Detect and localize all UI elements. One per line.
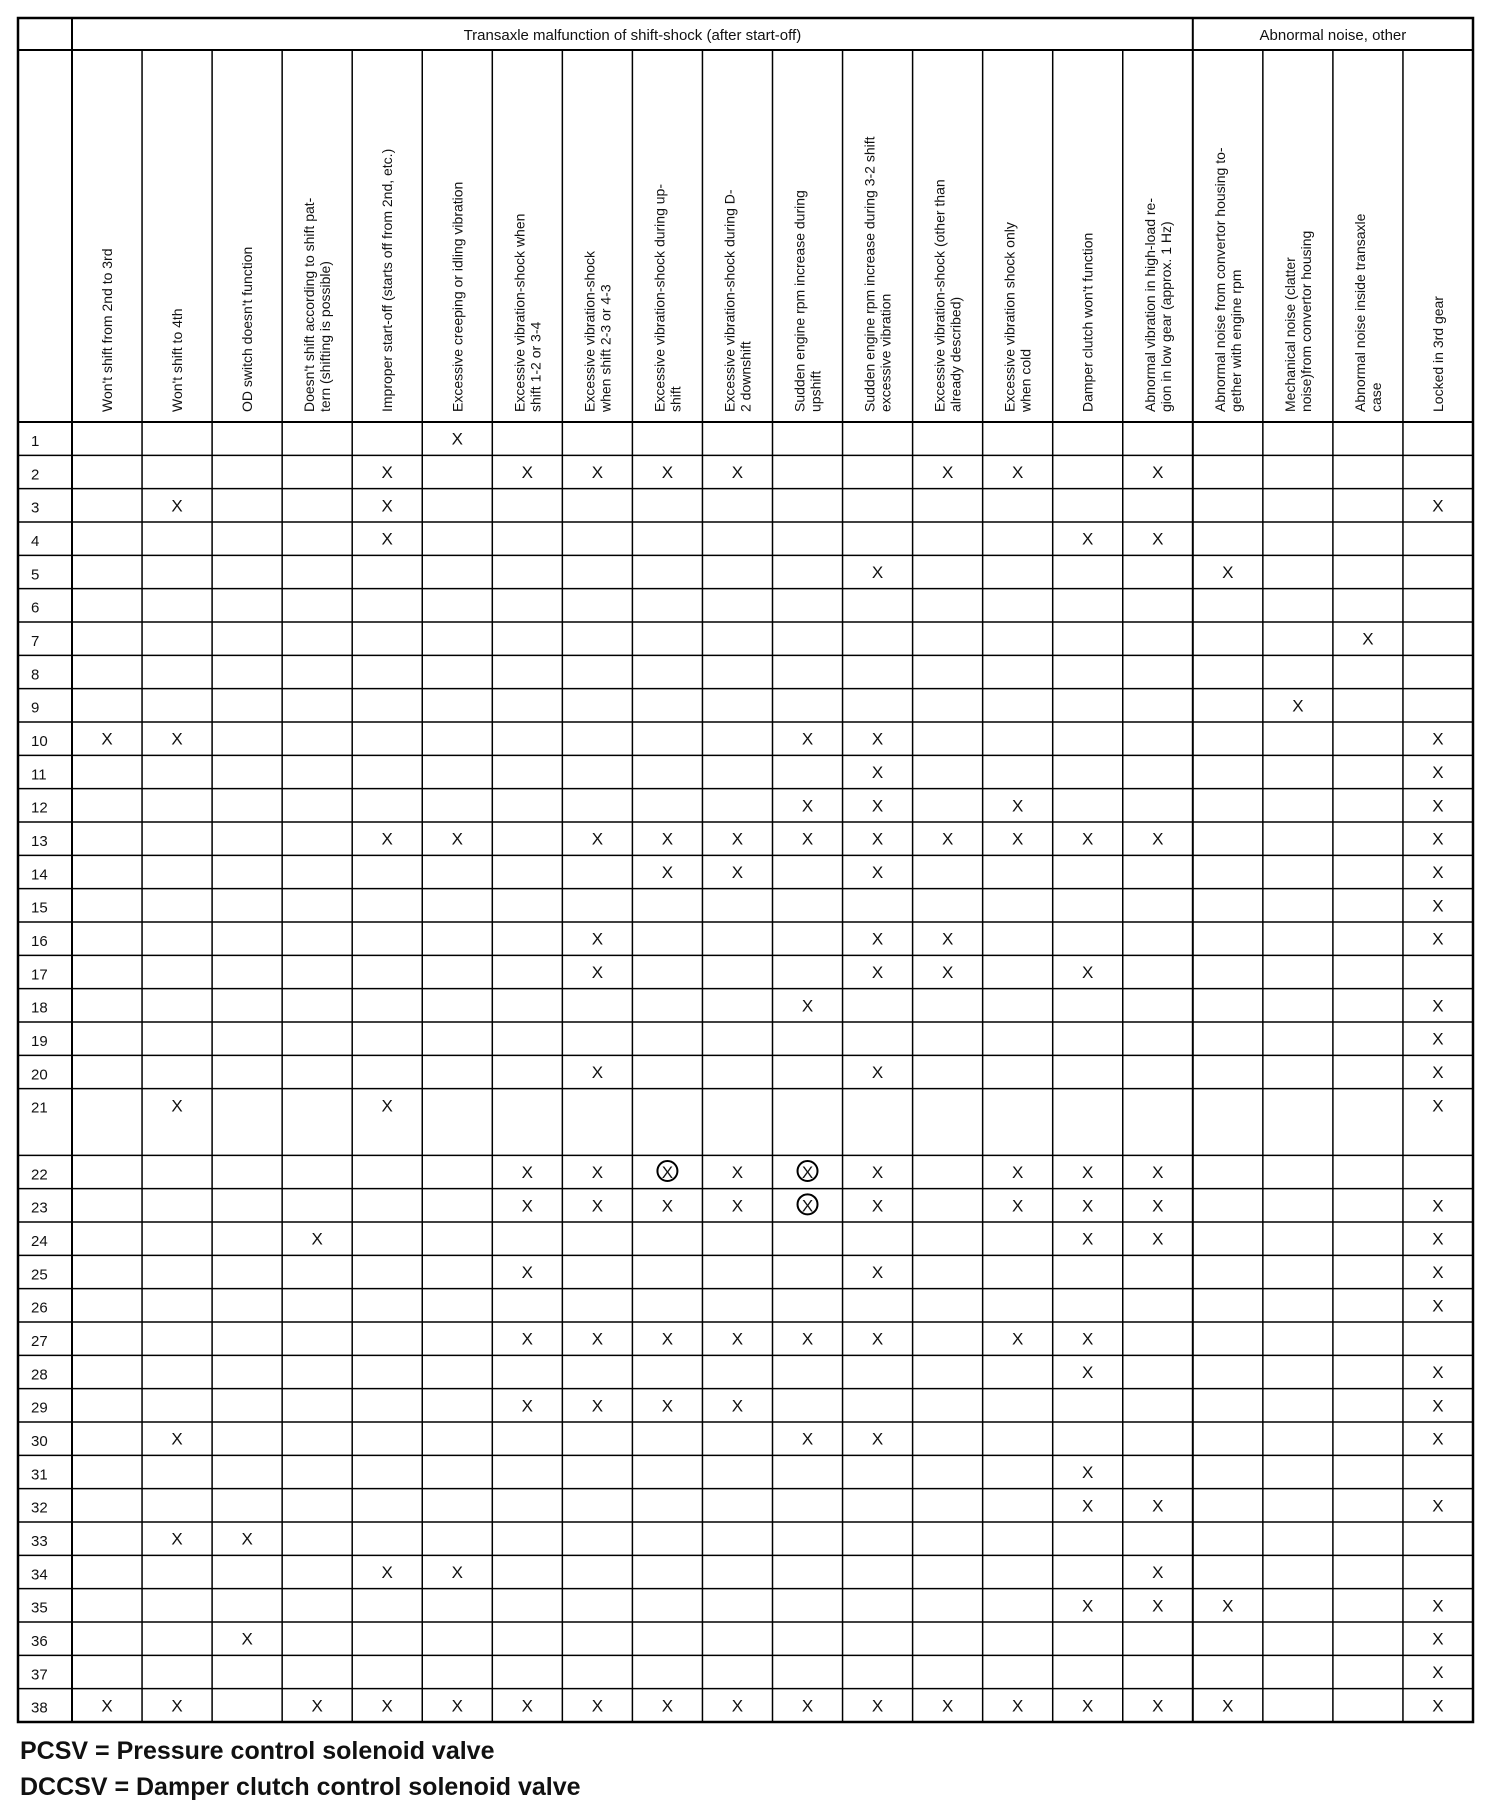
mark-x: X	[1152, 529, 1164, 549]
mark-x: X	[871, 1263, 884, 1282]
group-header-1: Abnormal noise, other	[1259, 27, 1407, 44]
mark-x: X	[591, 1329, 604, 1349]
mark-x: X	[1012, 463, 1024, 482]
mark-x: X	[871, 796, 884, 816]
mark-x: X	[1082, 1496, 1094, 1516]
mark-x: X	[1432, 1363, 1444, 1382]
mark-x: X	[1432, 929, 1444, 949]
mark-x: X	[871, 863, 884, 882]
row-number: 22	[31, 1166, 48, 1184]
column-header-line: case	[1367, 382, 1384, 412]
column-header-line: OD switch doesn't function	[239, 246, 256, 412]
mark-x: X	[451, 1563, 463, 1582]
mark-x: X	[521, 1263, 533, 1282]
mark-x: X	[311, 1696, 323, 1716]
mark-x: X	[591, 929, 604, 949]
mark-x: X	[731, 863, 744, 882]
row-number: 23	[31, 1199, 48, 1217]
row-number: 31	[31, 1466, 48, 1484]
mark-x: X	[101, 729, 113, 749]
mark-x: X	[591, 1063, 604, 1082]
mark-x: X	[1012, 1163, 1024, 1182]
mark-x: X	[731, 1396, 744, 1416]
mark-x: X	[171, 496, 183, 516]
mark-x: X	[661, 1329, 674, 1349]
mark-x: X	[801, 729, 814, 749]
row-number: 20	[31, 1066, 48, 1084]
mark-x: X	[661, 1696, 674, 1716]
column-header-18	[1282, 231, 1314, 412]
mark-x: X	[1432, 1029, 1444, 1049]
mark-x: X	[521, 1696, 533, 1716]
mark-x: X	[871, 729, 884, 749]
mark-x: X	[521, 1329, 533, 1349]
mark-x: X	[451, 429, 463, 449]
mark-x: X	[801, 1329, 814, 1349]
column-header-line: Excessive vibration shock only	[1001, 222, 1018, 412]
row-number: 33	[31, 1533, 48, 1550]
mark-x: X	[1362, 629, 1374, 649]
mark-x: X	[731, 1196, 744, 1216]
column-header-line: Won't shift from 2nd to 3rd	[99, 248, 116, 412]
mark-x: X	[1082, 963, 1094, 982]
mark-x: X	[311, 1229, 323, 1249]
row-number: 32	[31, 1499, 48, 1517]
mark-x: X	[941, 963, 954, 982]
mark-x: X	[801, 796, 814, 816]
row-number: 3	[31, 499, 40, 517]
mark-x: X	[1082, 1163, 1094, 1182]
mark-x: X	[381, 829, 393, 849]
column-header-line: Abnormal noise inside transaxle	[1351, 213, 1368, 412]
row-number: 17	[31, 966, 48, 984]
mark-x: X	[521, 463, 533, 482]
mark-x: X	[1432, 829, 1444, 849]
mark-x: X	[1432, 1196, 1444, 1216]
column-header-19	[1352, 213, 1384, 412]
column-header-line: Sudden engine rpm increase during	[791, 190, 808, 412]
column-header-14	[1002, 222, 1034, 413]
mark-x: X	[871, 1696, 884, 1716]
mark-x: X	[1292, 696, 1304, 716]
column-header-line: gether with engine rpm	[1227, 269, 1244, 412]
mark-x: X	[871, 1063, 884, 1082]
column-header-line: when shift 2-3 or 4-3	[597, 284, 614, 412]
column-header-line: gion in low gear (approx. 1 Hz)	[1157, 221, 1174, 412]
mark-x: X	[591, 463, 604, 482]
column-header-16	[1142, 198, 1174, 412]
mark-x: X	[591, 1196, 604, 1216]
row-number: 15	[31, 899, 48, 917]
mark-x: X	[1432, 763, 1444, 782]
mark-x: X	[381, 1563, 393, 1582]
mark-x: X	[171, 1529, 183, 1549]
column-header-line: noise)from convertor housing	[1297, 230, 1314, 412]
mark-x: X	[451, 829, 463, 849]
mark-x: X	[1012, 1196, 1024, 1216]
row-number: 7	[31, 633, 40, 650]
mark-x: X	[661, 463, 674, 482]
mark-x: X	[661, 829, 674, 849]
mark-x: X	[871, 829, 884, 849]
mark-x: X	[661, 863, 674, 882]
row-number: 4	[31, 533, 40, 550]
mark-x: X	[1432, 1496, 1444, 1516]
mark-x: X	[731, 829, 744, 849]
mark-x: X	[1152, 1696, 1164, 1716]
mark-x: X	[731, 1329, 744, 1349]
mark-x: X	[171, 1696, 183, 1716]
mark-x: X	[1432, 1629, 1444, 1649]
mark-x: X	[1432, 996, 1444, 1016]
mark-x: X	[1012, 1329, 1024, 1349]
mark-x: X	[1082, 1596, 1094, 1616]
column-header-5	[379, 149, 395, 412]
mark-x: X	[1222, 1596, 1234, 1616]
mark-x: X	[381, 529, 393, 549]
mark-x: X	[1222, 1696, 1234, 1716]
row-number: 21	[31, 1099, 48, 1117]
column-header-2	[169, 308, 185, 412]
mark-x: X	[1152, 1563, 1164, 1582]
mark-x: X	[1152, 1496, 1164, 1516]
column-header-line: Excessive vibration-shock	[581, 250, 598, 412]
column-header-20	[1430, 296, 1446, 412]
column-header-line: Excessive vibration-shock (other than	[931, 179, 948, 412]
mark-x: X	[241, 1529, 253, 1549]
column-header-line: Excessive vibration-shock during D-	[721, 189, 738, 412]
mark-x: X	[1432, 796, 1444, 816]
mark-x: X	[661, 1396, 674, 1416]
mark-x: X	[941, 463, 954, 482]
mark-x: X	[661, 1163, 674, 1182]
row-number: 10	[31, 733, 48, 750]
mark-x: X	[1432, 896, 1444, 916]
mark-x: X	[451, 1696, 463, 1716]
row-number: 27	[31, 1333, 48, 1350]
column-header-line: Excessive vibration-shock when	[511, 213, 528, 412]
mark-x: X	[1082, 529, 1094, 549]
mark-x: X	[1082, 1363, 1094, 1382]
group-header-0: Transaxle malfunction of shift-shock (after start-off)	[463, 27, 802, 44]
column-header-7	[511, 214, 543, 412]
mark-x: X	[871, 563, 884, 582]
mark-x: X	[1082, 1696, 1094, 1716]
mark-x: X	[941, 1696, 954, 1716]
mark-x: X	[1432, 1696, 1444, 1716]
mark-x: X	[1152, 463, 1164, 482]
mark-x: X	[1152, 1229, 1164, 1249]
mark-x: X	[1152, 1196, 1164, 1216]
legend-dccsv: DCCSV = Damper clutch control solenoid valve	[20, 1773, 581, 1801]
mark-x: X	[1082, 1229, 1094, 1249]
mark-x: X	[1152, 1163, 1164, 1182]
column-header-15	[1080, 233, 1096, 412]
row-number: 36	[31, 1633, 48, 1650]
mark-x: X	[1082, 829, 1094, 849]
column-header-6	[449, 182, 465, 412]
column-header-line: Excessive vibration-shock during up-	[651, 184, 668, 412]
mark-x: X	[871, 963, 884, 982]
row-number: 26	[31, 1299, 48, 1317]
mark-x: X	[171, 1096, 183, 1116]
mark-x: X	[1082, 1196, 1094, 1216]
row-number: 35	[31, 1599, 48, 1617]
mark-x: X	[591, 1163, 604, 1182]
column-header-line: Damper clutch won't function	[1079, 232, 1096, 412]
row-number: 30	[31, 1433, 48, 1450]
mark-x: X	[1432, 1096, 1444, 1116]
column-header-4	[301, 197, 333, 412]
mark-x: X	[1012, 1696, 1024, 1716]
column-header-line: Abnormal noise from convertor housing to-	[1211, 147, 1228, 412]
mark-x: X	[1152, 1596, 1164, 1616]
row-number: 2	[31, 466, 40, 484]
mark-x: X	[801, 1429, 814, 1449]
column-header-line: Abnormal vibration in high-load re-	[1141, 198, 1158, 412]
column-header-11	[792, 190, 824, 412]
row-number: 9	[31, 699, 40, 717]
column-header-10	[721, 189, 753, 412]
column-header-line: Improper start-off (starts off from 2nd, etc.)	[379, 148, 396, 412]
column-header-line: shift	[667, 386, 684, 412]
mark-x: X	[871, 929, 884, 949]
column-header-17	[1212, 147, 1244, 412]
mark-x: X	[871, 1329, 884, 1349]
row-number: 34	[31, 1566, 48, 1584]
mark-x: X	[1082, 1463, 1094, 1482]
column-header-line: already described)	[947, 296, 964, 412]
mark-x: X	[1012, 796, 1024, 816]
mark-x: X	[801, 996, 814, 1016]
column-header-line: Sudden engine rpm increase during 3-2 shift	[861, 136, 878, 412]
row-number: 24	[31, 1233, 48, 1250]
mark-x: X	[171, 729, 183, 749]
table-frame	[18, 18, 1473, 1722]
mark-x: X	[871, 1163, 884, 1182]
mark-x: X	[1082, 1329, 1094, 1349]
row-number: 13	[31, 833, 48, 850]
row-number: 11	[31, 766, 47, 784]
column-header-8	[581, 250, 613, 413]
mark-x: X	[591, 1396, 604, 1416]
mark-x: X	[241, 1629, 253, 1649]
mark-x: X	[1432, 729, 1444, 749]
mark-x: X	[591, 829, 604, 849]
column-header-13	[932, 179, 964, 412]
column-header-line: Mechanical noise (clatter	[1281, 257, 1298, 412]
mark-x: X	[1432, 1296, 1444, 1316]
mark-x: X	[941, 929, 954, 949]
mark-x: X	[661, 1196, 674, 1216]
mark-x: X	[381, 1696, 393, 1716]
mark-x: X	[381, 463, 393, 482]
column-header-line: upshift	[807, 370, 824, 412]
column-header-line: tern (shifting is possible)	[317, 261, 334, 412]
mark-x: X	[731, 1163, 744, 1182]
mark-x: X	[1432, 1396, 1444, 1416]
legend-pcsv: PCSV = Pressure control solenoid valve	[20, 1737, 495, 1765]
row-number: 18	[31, 999, 48, 1017]
mark-x: X	[871, 1196, 884, 1216]
mark-x: X	[1432, 1596, 1444, 1616]
row-number: 14	[31, 866, 48, 884]
row-number: 37	[31, 1666, 48, 1684]
mark-x: X	[731, 1696, 744, 1716]
mark-x: X	[1432, 496, 1444, 516]
column-header-line: excessive vibration	[877, 293, 894, 412]
mark-x: X	[1432, 1229, 1444, 1249]
column-header-1	[99, 249, 115, 413]
mark-x: X	[801, 1196, 814, 1216]
mark-x: X	[1222, 563, 1234, 582]
mark-x: X	[381, 1096, 393, 1116]
row-number: 6	[31, 599, 40, 617]
mark-x: X	[801, 1696, 814, 1716]
row-number: 12	[31, 799, 48, 817]
mark-x: X	[521, 1196, 533, 1216]
row-number: 16	[31, 933, 48, 950]
mark-x: X	[381, 496, 393, 516]
column-header-3	[239, 247, 255, 412]
mark-x: X	[171, 1429, 183, 1449]
row-number: 28	[31, 1366, 48, 1384]
column-header-line: Doesn't shift according to shift pat-	[301, 197, 318, 412]
row-number: 8	[31, 666, 40, 684]
mark-x: X	[521, 1396, 533, 1416]
column-header-9	[651, 184, 683, 412]
row-number: 1	[31, 433, 40, 450]
mark-x: X	[1432, 1263, 1444, 1282]
column-header-line: Excessive creeping or idling vibration	[449, 181, 466, 412]
row-number: 19	[31, 1033, 48, 1050]
mark-x: X	[871, 1429, 884, 1449]
mark-x: X	[731, 463, 744, 482]
mark-x: X	[1432, 1663, 1444, 1682]
mark-x: X	[1012, 829, 1024, 849]
column-header-12	[862, 136, 894, 412]
row-number: 38	[31, 1699, 48, 1717]
column-header-line: Won't shift to 4th	[169, 308, 186, 412]
mark-x: X	[521, 1163, 533, 1182]
mark-x: X	[801, 1163, 814, 1182]
mark-x: X	[801, 829, 814, 849]
column-header-line: when cold	[1017, 348, 1034, 412]
mark-x: X	[1432, 863, 1444, 882]
column-header-line: Locked in 3rd gear	[1429, 296, 1446, 412]
row-number: 25	[31, 1266, 48, 1284]
mark-x: X	[1152, 829, 1164, 849]
mark-x: X	[1432, 1429, 1444, 1449]
mark-x: X	[941, 829, 954, 849]
mark-x: X	[101, 1696, 113, 1716]
mark-x: X	[871, 763, 884, 782]
mark-x: X	[1432, 1063, 1444, 1082]
row-number: 29	[31, 1399, 48, 1417]
mark-x: X	[591, 963, 604, 982]
column-header-line: 2 downshift	[737, 341, 754, 412]
row-number: 5	[31, 566, 40, 584]
column-header-line: shift 1-2 or 3-4	[527, 321, 544, 412]
mark-x: X	[591, 1696, 604, 1716]
